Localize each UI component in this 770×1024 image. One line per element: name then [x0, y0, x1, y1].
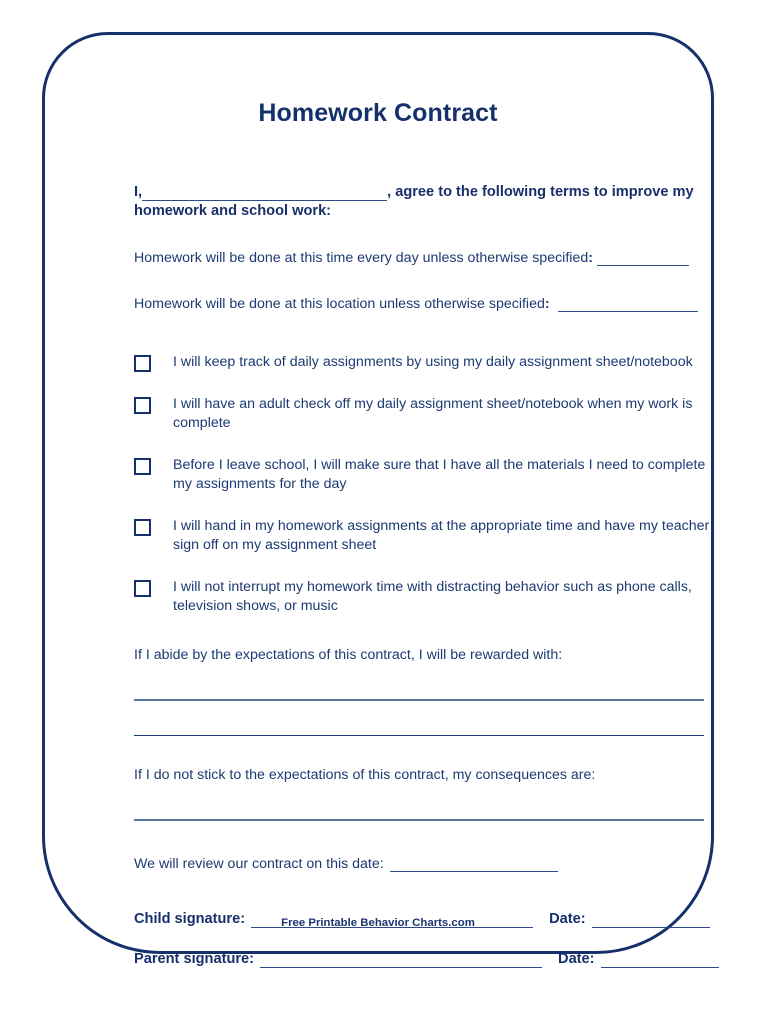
spec-location-blank[interactable]	[558, 293, 698, 312]
parent-signature-row	[134, 951, 726, 968]
parent-signature-blank[interactable]	[260, 951, 542, 968]
intro-prefix: I,	[134, 184, 143, 200]
checklist-item-label: Before I leave school, I will make sure that I have all the materials I need to complete my assignments for the day	[173, 457, 706, 492]
list-item[interactable]	[134, 395, 726, 433]
reward-prompt: If I abide by the expectations of this contract, I will be rewarded with:	[134, 647, 563, 663]
list-item[interactable]	[134, 517, 726, 555]
name-blank[interactable]	[142, 181, 387, 201]
spec-time-colon: :	[588, 250, 593, 266]
checkbox-icon[interactable]	[134, 355, 151, 372]
review-date-line	[134, 853, 726, 873]
review-date-colon: :	[379, 856, 384, 872]
spec-time-blank[interactable]	[597, 247, 689, 266]
page-title: Homework Contract	[258, 99, 498, 127]
intro-statement	[134, 181, 726, 221]
consequence-prompt: If I do not stick to the expectations of this contract, my consequences are:	[134, 767, 596, 783]
checklist-item-label: I will not interrupt my homework time with distracting behavior such as phone calls, television shows, or music	[173, 579, 692, 614]
reward-write-line-1[interactable]	[134, 699, 704, 701]
child-signature-label: Child signature:	[134, 911, 246, 927]
child-date-label: Date:	[549, 911, 586, 927]
checklist-item-label: I will keep track of daily assignments by using my daily assignment sheet/notebook	[173, 354, 693, 370]
checklist-item-label: I will hand in my homework assignments at the appropriate time and have my teacher sign off on my assignment sheet	[173, 518, 710, 553]
list-item[interactable]	[134, 456, 726, 494]
intro-suffix: , agree to the following terms to improve my homework and school work:	[134, 184, 694, 219]
spec-location-label: Homework will be done at this location unless otherwise specified	[134, 296, 545, 312]
parent-date-blank[interactable]	[601, 951, 719, 968]
spec-location-colon: :	[544, 296, 550, 312]
reward-write-line-2[interactable]	[134, 735, 704, 736]
checkbox-icon[interactable]	[134, 580, 151, 597]
list-item[interactable]	[134, 353, 726, 372]
parent-date-label: Date:	[558, 951, 595, 967]
contract-body	[134, 181, 726, 991]
checkbox-icon[interactable]	[134, 458, 151, 475]
parent-signature-label: Parent signature:	[134, 951, 255, 967]
consequence-write-line-1[interactable]	[134, 819, 704, 821]
checkbox-icon[interactable]	[134, 397, 151, 414]
checklist-item-label: I will have an adult check off my daily assignment sheet/notebook when my work is complete	[173, 396, 693, 431]
footer-attribution: Free Printable Behavior Charts.com	[281, 917, 475, 929]
review-date-label: We will review our contract on this date	[134, 856, 380, 872]
list-item[interactable]	[134, 578, 726, 616]
spec-time-label: Homework will be done at this time every day unless otherwise specified	[134, 250, 589, 266]
spec-time-line	[134, 247, 726, 267]
checkbox-icon[interactable]	[134, 519, 151, 536]
contract-border-frame	[42, 32, 714, 967]
spec-location-line	[134, 293, 726, 313]
review-date-blank[interactable]	[390, 853, 558, 872]
terms-checklist	[134, 353, 726, 616]
